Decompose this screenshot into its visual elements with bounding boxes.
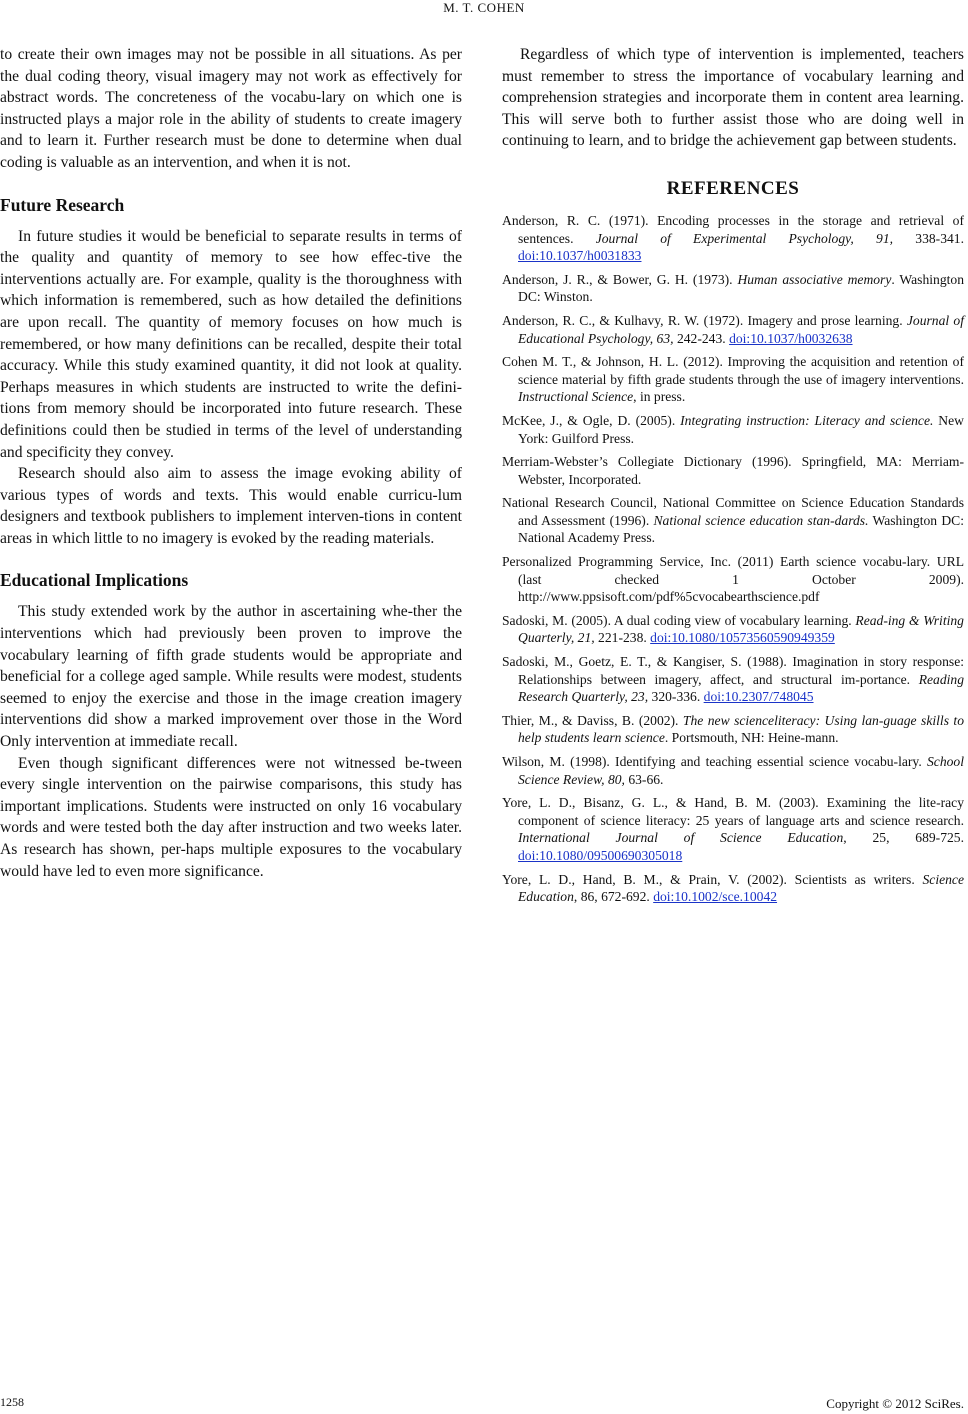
doi-link[interactable]: doi:10.1080/10573560590949359	[650, 630, 835, 646]
reference-details: 338-341.	[893, 230, 964, 246]
reference-entry	[502, 712, 964, 747]
reference-details: New York: Guilford Press.	[518, 412, 964, 446]
reference-source: National science education stan-dards.	[653, 512, 869, 528]
reference-text: National Research Council, National Committee on Science Education Standards and Assessment (1996).	[502, 495, 964, 528]
reference-details: , 86, 672-692.	[573, 889, 654, 905]
intro-paragraph: to create their own images may not be possible in all situations. As per the dual coding theory, visual imagery may not work as effectively for abstract words. The concreteness of the vocabu-lary on which one is instructed plays a major role in the ability of students to create imagery and to learn it. Further research must be done to determine when dual coding is valuable as an intervention, and when it is not.	[0, 46, 462, 171]
doi-link[interactable]: doi:10.2307/748045	[703, 689, 814, 705]
running-head: M. T. COHEN	[443, 0, 525, 15]
reference-details: 320-336.	[648, 689, 704, 705]
reference-details: Washington DC: National Academy Press.	[518, 512, 964, 546]
reference-source: Science Education	[518, 871, 964, 905]
reference-details: , in press.	[633, 389, 686, 405]
future-research-heading: Future Research	[0, 194, 125, 215]
reference-text: Yore, L. D., Bisanz, G. L., & Hand, B. M. (2003). Examining the lite-racy component of science literacy: 25 years of language arts and science research.	[502, 795, 964, 828]
educational-implications-heading: Educational Implications	[0, 570, 189, 591]
right-column	[502, 44, 964, 912]
reference-text: McKee, J., & Ogle, D. (2005).	[502, 412, 681, 428]
reference-source: School Science Review, 80,	[518, 754, 964, 787]
reference-entry	[502, 753, 964, 788]
reference-source: Human associative memory	[737, 271, 892, 287]
reference-entry	[502, 612, 964, 647]
reference-details: , 25, 689-725.	[843, 830, 964, 846]
future-research-paragraph-2: Research should also aim to assess the image evoking ability of various types of words and texts. This would enable curricu-lum designers and textbook publishers to implement interven-tions in content areas in which little to no imagery is evoked by the reading materials.	[0, 465, 462, 547]
educational-implications-paragraph-1: This study extended work by the author in ascertaining whe-ther the interventions which had previously been proven to improve the vocabulary learning of fifth grade students would be appropriate and beneficial for a college aged sample. While results were modest, students seemed to enjoy the exercise and those in the image creation imagery interventions did show a marked improvement over those in the Word Only intervention at immediate recall.	[0, 603, 462, 751]
reference-details: 63-66.	[624, 771, 664, 787]
reference-text: Merriam-Webster’s Collegiate Dictionary (1996). Springfield, MA: Merriam-Webster, Incorporated.	[502, 454, 964, 487]
reference-text: Sadoski, M. (2005). A dual coding view of vocabulary learning.	[502, 612, 856, 628]
reference-text: Anderson, R. C. (1971). Encoding processes in the storage and retrieval of sentences.	[502, 212, 964, 246]
reference-entry	[502, 871, 964, 906]
reference-entry	[502, 353, 964, 406]
reference-entry	[502, 794, 964, 864]
future-research-paragraph-1: In future studies it would be beneficial to separate results in terms of the quality and quantity of memory to see how effec-tive the interventions actually are. For example, quality is the thoroughness with which information is remembered, such as how detailed the definitions are upon recall. The quantity of memory focuses on how much is remembered, or how many definitions can be recalled, despite their total accuracy. While this study examined quantity, it did not look at quality. Perhaps measures in which students are instructed to write the defini-tions from memory should be incorporated into future research. These definitions could then be studied in terms of the level of understanding and specificity they convey.	[0, 227, 462, 461]
reference-details: 221-238.	[594, 630, 651, 646]
reference-source: Reading Research Quarterly, 23,	[518, 671, 964, 705]
reference-entry	[502, 412, 964, 447]
reference-text: Anderson, R. C., & Kulhavy, R. W. (1972). Imagery and prose learning.	[502, 312, 907, 328]
closing-paragraph: Regardless of which type of intervention is implemented, teachers must remember to stress the importance of vocabulary learning and comprehension strategies and incorporate them in content area learning. This will serve both to further assist those who are doing well in continuing to learn, and to bridge the achievement gap between students.	[502, 46, 964, 150]
reference-text: Sadoski, M., Goetz, E. T., & Kangiser, S. (1988). Imagination in story response: Relationships between imagery, affect, and structural im-portance.	[502, 654, 964, 687]
reference-source: Integrating instruction: Literacy and science.	[680, 412, 934, 428]
left-column	[0, 44, 462, 882]
reference-details: . Portsmouth, NH: Heine-mann.	[664, 730, 839, 746]
reference-source: Journal of Educational Psychology, 63,	[518, 312, 965, 346]
reference-source: Read-ing & Writing Quarterly, 21,	[518, 612, 964, 646]
doi-link[interactable]: doi:10.1080/09500690305018	[518, 847, 683, 863]
copyright-notice: Copyright © 2012 SciRes.	[826, 1396, 964, 1411]
reference-text: Personalized Programming Service, Inc. (2011) Earth science vocabu-lary. URL (last checked 1 October 2009). http://www.ppsisoft.com/pdf%5cvocabearthscience.pdf	[502, 554, 964, 605]
reference-list	[502, 212, 964, 906]
educational-implications-paragraph-2: Even though significant differences were not witnessed be-tween every single intervention on the pairwise comparisons, this study has important implications. Students were instructed on only 16 vocabulary words and were tested both the day after instruction and two weeks later. As research has shown, per-haps multiple exposures to the vocabulary would have led to even more significance.	[0, 754, 462, 880]
reference-entry	[502, 312, 964, 347]
reference-source: Journal of Experimental Psychology, 91,	[595, 230, 894, 246]
reference-details: 242-243.	[673, 330, 730, 346]
doi-link[interactable]: doi:10.1037/h0032638	[729, 330, 853, 346]
references-heading: REFERENCES	[666, 177, 800, 199]
reference-source: Instructional Science	[518, 389, 634, 405]
reference-entry	[502, 453, 964, 488]
doi-link[interactable]: doi:10.1037/h0031833	[518, 248, 642, 264]
reference-entry	[502, 494, 964, 547]
reference-entry	[502, 553, 964, 606]
reference-source: The new scienceliteracy: Using lan-guage skills to help students learn science	[518, 712, 964, 746]
reference-text: Wilson, M. (1998). Identifying and teaching essential science vocabu-lary.	[502, 754, 927, 769]
page-number: 1258	[0, 1395, 24, 1409]
reference-text: Anderson, J. R., & Bower, G. H. (1973).	[502, 271, 738, 287]
doi-link[interactable]: doi:10.1002/sce.10042	[653, 889, 778, 905]
reference-details: . Washington DC: Winston.	[518, 271, 965, 305]
reference-entry	[502, 271, 964, 306]
reference-text: Yore, L. D., Hand, B. M., & Prain, V. (2002). Scientists as writers.	[502, 871, 923, 887]
reference-entry	[502, 653, 964, 706]
reference-source: International Journal of Science Education	[518, 830, 844, 846]
reference-text: Thier, M., & Daviss, B. (2002).	[502, 712, 683, 728]
reference-entry	[502, 212, 964, 265]
reference-text: Cohen M. T., & Johnson, H. L. (2012). Improving the acquisition and retention of science material by fifth grade students through the use of imagery interventions.	[502, 354, 964, 387]
